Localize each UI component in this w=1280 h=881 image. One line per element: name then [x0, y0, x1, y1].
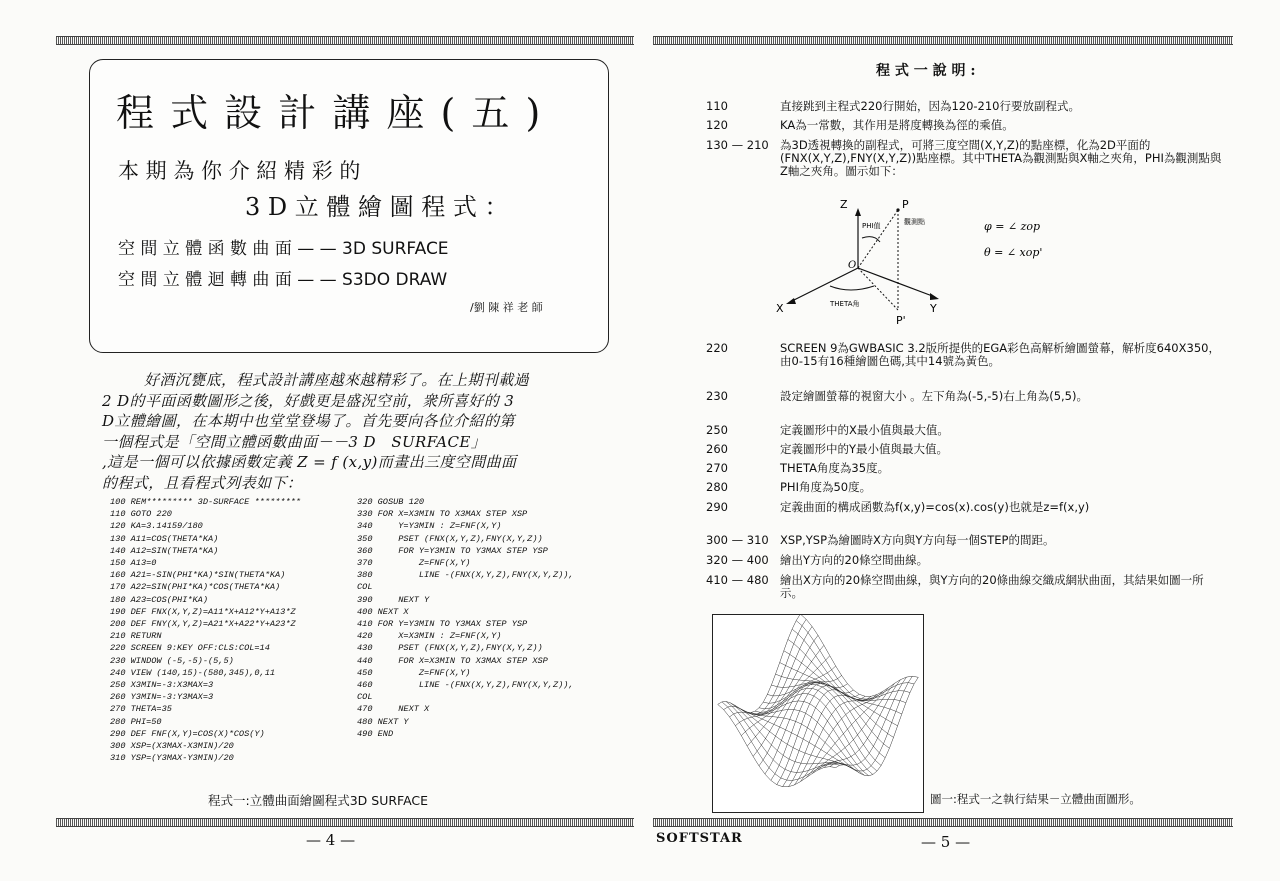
code-line: 130 A11=COS(THETA*KA) [110, 533, 219, 544]
explanation-heading: 程 式 一 說 明 : [876, 63, 976, 79]
line-description: PHI角度為50度。 [780, 480, 872, 494]
line-number: 300 — 310 [706, 533, 769, 547]
code-line: 270 THETA=35 [110, 704, 172, 715]
code-listing-left [110, 496, 301, 764]
subtitle-line2: 3 D 立 體 繪 圖 程 式 ： [245, 193, 509, 221]
line-description: XSP,YSP為繪圖時X方向與Y方向每一個STEP的間距。 [780, 533, 1055, 547]
code-line: 260 Y3MIN=-3:Y3MAX=3 [110, 692, 214, 703]
line-description: KA為一常數，其作用是將度轉換為徑的乘值。 [780, 118, 1014, 132]
code-line: 160 A21=-SIN(PHI*KA)*SIN(THETA*KA) [110, 570, 286, 581]
mesh-line-y [730, 627, 813, 717]
line-description: 定義圖形中的Y最小值與最大值。 [780, 442, 949, 456]
code-line: 460 LINE -(FNX(X,Y,Z),FNY(X,Y,Z)), [357, 680, 574, 691]
left-page-number: — 4 — [306, 831, 356, 849]
label-p-prime: P' [896, 314, 906, 327]
label-p: P [902, 198, 909, 211]
line-number: 270 [706, 461, 728, 475]
code-line: 280 PHI=50 [110, 716, 162, 727]
mesh-line-y [836, 677, 919, 776]
code-line: 410 FOR Y=Y3MIN TO Y3MAX STEP YSP [357, 619, 528, 630]
code-line: 360 FOR Y=Y3MIN TO Y3MAX STEP YSP [357, 545, 548, 556]
code-line: 300 XSP=(X3MAX-X3MIN)/20 [110, 741, 234, 752]
program-line2: 空 間 立 體 迴 轉 曲 面 — — S3DO DRAW [118, 270, 448, 290]
formula-phi: φ = ∠ zop [984, 220, 1041, 233]
code-line: 400 NEXT X [357, 606, 409, 617]
mesh-line-x [792, 629, 910, 700]
line-description: 定義圖形中的X最小值與最大值。 [780, 423, 949, 437]
line-description: 直接跳到主程式220行開始，因為120-210行要放副程式。 [780, 99, 1080, 113]
surface-figure [712, 614, 924, 813]
code-line: 230 WINDOW (-5,-5)-(5,5) [110, 655, 234, 666]
code-line: 330 FOR X=X3MIN TO X3MAX STEP XSP [357, 509, 528, 520]
mesh-line-y [724, 619, 807, 714]
line-number: 320 — 400 [706, 553, 769, 567]
line-number: 110 [706, 99, 728, 113]
theta-label: THETA角 [830, 300, 860, 308]
intro-paragraph [102, 370, 597, 493]
right-page-number: — 5 — [921, 833, 971, 851]
article-title: 程 式 設 計 講 座 ( 五 ) [116, 91, 543, 135]
mesh-line-y [765, 683, 848, 775]
intro-line: 的程式，且看程式列表如下： [102, 473, 303, 492]
intro-line: 一個程式是「空間立體函數曲面－－3 D SURFACE」 [102, 432, 487, 451]
line-number: 120 [706, 118, 728, 132]
left-bottom-rule [56, 818, 634, 827]
code-line: 120 KA=3.14159/180 [110, 521, 203, 532]
mesh-line-y [794, 695, 877, 785]
code-line: 390 NEXT Y [357, 594, 430, 605]
mesh-line-x [751, 701, 869, 776]
code-line: 240 VIEW (140,15)-(580,345),0,11 [110, 667, 276, 678]
label-y: Y [930, 302, 937, 315]
author: /劉 陳 祥 老 師 [470, 301, 543, 314]
label-z: Z [840, 198, 848, 211]
line-number: 220 [706, 341, 728, 355]
line-description: 繪出Y方向的20條空間曲線。 [780, 553, 929, 567]
figure-caption: 圖一:程式一之執行結果－立體曲面圖形。 [930, 792, 1141, 806]
footer-brand: SOFTSTAR [656, 831, 743, 846]
code-line: 420 X=X3MIN : Z=FNF(X,Y) [357, 631, 502, 642]
mesh-line-y [800, 691, 883, 781]
code-line: COL [357, 582, 373, 593]
code-line: 140 A12=SIN(THETA*KA) [110, 545, 219, 556]
code-line: 180 A23=COS(PHI*KA) [110, 594, 208, 605]
label-x: X [776, 302, 784, 315]
mesh-line-x [767, 683, 885, 758]
phi-label: PHI值 [862, 222, 881, 230]
code-line: 110 GOTO 220 [110, 509, 172, 520]
mesh-line-x [796, 621, 914, 700]
line-description: 為3D透視轉換的副程式，可將三度空間(X,Y,Z)的點座標，化為2D平面的(FNX(X,Y,Z),FNY(X,Y,Z))點座標。其中THETA為觀測點與X軸之夾角，PHI為觀測點與Z軸之夾角。圖示如下： [780, 138, 1222, 178]
intro-line: D立體繪圖，在本期中也堂堂登場了。首先要向各位介紹的第 [102, 412, 515, 430]
intro-line: 2 D的平面函數圖形之後，好戲更是盛況空前，衆所喜好的 3 [102, 391, 515, 410]
code-line: 370 Z=FNF(X,Y) [357, 558, 471, 569]
code-line: 490 END [357, 728, 394, 739]
line-number: 290 [706, 500, 728, 514]
mesh-line-y [759, 676, 842, 766]
formula-theta: θ = ∠ xop' [984, 246, 1043, 259]
code-line: 100 REM********* 3D-SURFACE ********* [110, 497, 301, 507]
code-caption: 程式一:立體曲面繪圖程式3D SURFACE [208, 793, 429, 808]
code-line: 430 PSET (FNX(X,Y,Z),FNY(X,Y,Z)) [357, 643, 543, 654]
line-number: 230 [706, 389, 728, 403]
line-number: 280 [706, 480, 728, 494]
code-line: 150 A13=0 [110, 558, 157, 569]
line-description: THETA角度為35度。 [780, 461, 890, 475]
mesh-line-y [771, 683, 854, 780]
right-top-rule [653, 36, 1233, 45]
code-line: 210 RETURN [110, 631, 162, 642]
surface-mesh [713, 615, 923, 812]
code-line: 350 PSET (FNX(X,Y,Z),FNY(X,Y,Z)) [357, 533, 543, 544]
code-line: 220 SCREEN 9:KEY OFF:CLS:COL=14 [110, 643, 270, 654]
code-line: 450 Z=FNF(X,Y) [357, 667, 471, 678]
code-listing-right [357, 496, 574, 740]
mesh-line-y [789, 695, 872, 787]
axes-diagram [770, 190, 1190, 330]
line-number: 410 — 480 [706, 573, 769, 587]
mesh-line-x [784, 651, 902, 714]
code-line: 170 A22=SIN(PHI*KA)*COS(THETA*KA) [110, 582, 281, 593]
code-line: 470 NEXT X [357, 704, 430, 715]
code-line: 310 YSP=(Y3MAX-Y3MIN)/20 [110, 753, 234, 764]
left-top-rule [56, 36, 634, 45]
code-line: 380 LINE -(FNX(X,Y,Z),FNY(X,Y,Z)), [357, 570, 574, 581]
line-number: 130 — 210 [706, 138, 769, 152]
code-line: 200 DEF FNY(X,Y,Z)=A21*X+A22*Y+A23*Z [110, 619, 296, 630]
code-line: 480 NEXT Y [357, 716, 409, 727]
label-o: O [848, 260, 857, 271]
program-line1: 空 間 立 體 函 數 曲 面 — — 3D SURFACE [118, 239, 449, 259]
code-line: COL [357, 692, 373, 703]
code-line: 440 FOR X=X3MIN TO X3MAX STEP XSP [357, 655, 548, 666]
mesh-line-y [824, 677, 907, 767]
line-description: SCREEN 9為GWBASIC 3.2版所提供的EGA彩色高解析繪圖螢幕，解析度640X350，由0-15有16種繪圖色碼,其中14號為黃色。 [780, 341, 1220, 368]
observe-label: 觀測點 [904, 218, 925, 226]
code-line: 340 Y=Y3MIN : Z=FNF(X,Y) [357, 521, 502, 532]
code-line: 190 DEF FNX(X,Y,Z)=A11*X+A12*Y+A13*Z [110, 606, 296, 617]
line-number: 250 [706, 423, 728, 437]
code-line: 290 DEF FNF(X,Y)=COS(X)*COS(Y) [110, 728, 265, 739]
subtitle-line1: 本 期 為 你 介 紹 精 彩 的 [118, 159, 361, 183]
title-box [89, 59, 609, 353]
line-description: 定義曲面的構成函數為f(x,y)=cos(x).cos(y)也就是z=f(x,y) [780, 500, 1090, 514]
code-line: 320 GOSUB 120 [357, 497, 425, 507]
line-description: 繪出X方向的20條空間曲線，與Y方向的20條曲線交織成網狀曲面，其結果如圖一所示。 [780, 573, 1204, 600]
mesh-line-y [741, 645, 824, 735]
line-number: 260 [706, 442, 728, 456]
intro-line: ,這是一個可以依據函數定義 Z = f (x,y)而畫出三度空間曲面 [102, 453, 517, 471]
intro-line: 好酒沉甕底，程式設計講座越來越精彩了。在上期刊載過 [144, 371, 530, 389]
code-line: 250 X3MIN=-3:X3MAX=3 [110, 680, 214, 691]
right-bottom-rule [653, 818, 1233, 827]
line-description: 設定繪圖螢幕的視窗大小 。左下角為(-5,-5)右上角為(5,5)。 [780, 389, 1088, 403]
